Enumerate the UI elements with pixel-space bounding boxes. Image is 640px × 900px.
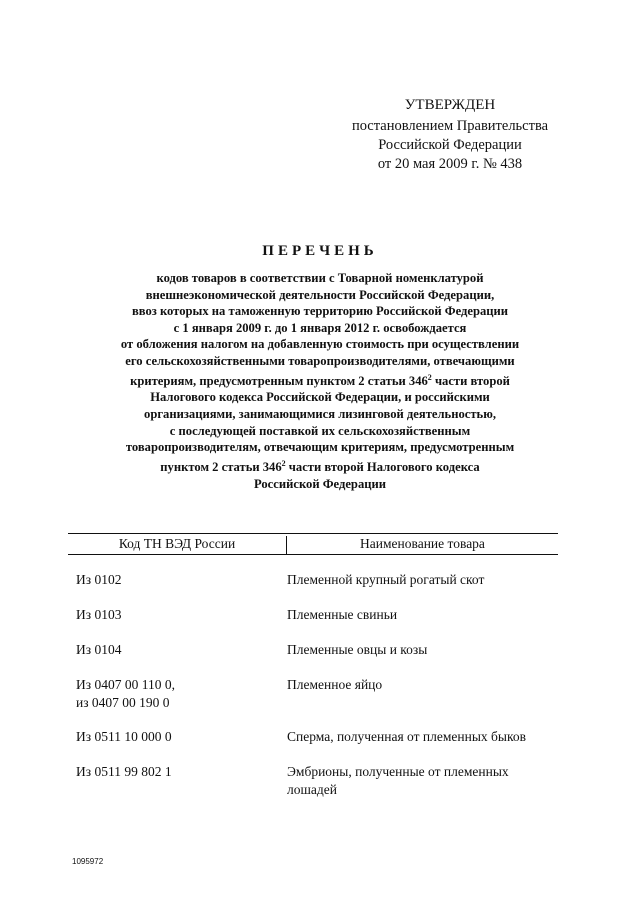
name-line: Племенной крупный рогатый скот: [287, 572, 485, 587]
approval-line: Российской Федерации: [378, 137, 522, 153]
subtitle-text: части второй Налогового кодекса: [285, 459, 480, 474]
approval-date-line: от 20 мая 2009 г. № 438: [377, 156, 523, 172]
subtitle-line: кодов товаров в соответствии с Товарной номенклатурой: [156, 271, 484, 285]
row-code: [76, 606, 276, 624]
row-name: [287, 571, 567, 589]
subtitle-line: [70, 370, 570, 390]
code-line: Из 0104: [76, 642, 122, 657]
name-line: Племенное яйцо: [287, 677, 383, 692]
table-header-rule: [68, 554, 558, 555]
row-code: [76, 641, 276, 659]
approval-block: [340, 96, 560, 174]
subtitle-line: [70, 456, 570, 476]
row-name: [287, 763, 567, 799]
code-line: Из 0103: [76, 607, 122, 622]
row-name: [287, 676, 567, 694]
code-line: Из 0511 10 000 0: [76, 729, 172, 744]
name-line: лошадей: [287, 782, 337, 797]
superscript: 2: [281, 458, 286, 468]
code-line: из 0407 00 190 0: [76, 695, 170, 710]
code-line: Из 0407 00 110 0,: [76, 677, 175, 692]
subtitle-line: ввоз которых на таможенную территорию Российской Федерации: [131, 304, 509, 319]
subtitle-line: товаропроизводителям, отвечающим критериям, предусмотренным: [125, 440, 515, 455]
document-title: ПЕРЕЧЕНЬ: [262, 243, 378, 259]
subtitle-line: с 1 января 2009 г. до 1 января 2012 г. освобождается: [173, 320, 467, 335]
document-id: 1095972: [72, 857, 104, 866]
subtitle-line: его сельскохозяйственными товаропроизводителями, отвечающими: [125, 353, 515, 368]
row-name: [287, 641, 567, 659]
row-name: [287, 606, 567, 624]
name-line: Эмбрионы, полученные от племенных: [287, 764, 509, 779]
subtitle-text: критериям, предусмотренным пунктом 2 статьи 346: [130, 373, 428, 388]
column-header-code: Код ТН ВЭД России: [118, 536, 236, 551]
row-code: [76, 571, 276, 589]
superscript: 2: [427, 372, 432, 382]
row-code: [76, 728, 276, 746]
row-code: [76, 676, 276, 712]
subtitle-line: внешнеэкономической деятельности Российской Федерации,: [145, 287, 495, 302]
subtitle-line: организациями, занимающимися лизинговой деятельностью,: [144, 406, 496, 421]
table-top-rule: [68, 533, 558, 534]
name-line: Племенные свиньи: [287, 607, 398, 622]
code-line: Из 0102: [76, 572, 122, 587]
name-line: Сперма, полученная от племенных быков: [287, 729, 526, 744]
subtitle-line: Налогового кодекса Российской Федерации, и российскими: [150, 390, 490, 405]
subtitle-text: части второй: [431, 373, 510, 388]
subtitle-line: от обложения налогом на добавленную стоимость при осуществлении: [120, 337, 520, 352]
subtitle-text: пунктом 2 статьи 346: [160, 459, 282, 474]
approval-heading: УТВЕРЖДЕН: [404, 97, 496, 113]
name-line: Племенные овцы и козы: [287, 642, 428, 657]
subtitle-line: Российской Федерации: [253, 476, 387, 491]
row-name: [287, 728, 567, 746]
subtitle-line: с последующей поставкой их сельскохозяйственным: [169, 423, 471, 438]
code-line: Из 0511 99 802 1: [76, 764, 172, 779]
column-header-name: Наименование товара: [360, 536, 485, 551]
approval-line: постановлением Правительства: [351, 118, 549, 134]
row-code: [76, 763, 276, 781]
document-subtitle: [70, 270, 570, 492]
